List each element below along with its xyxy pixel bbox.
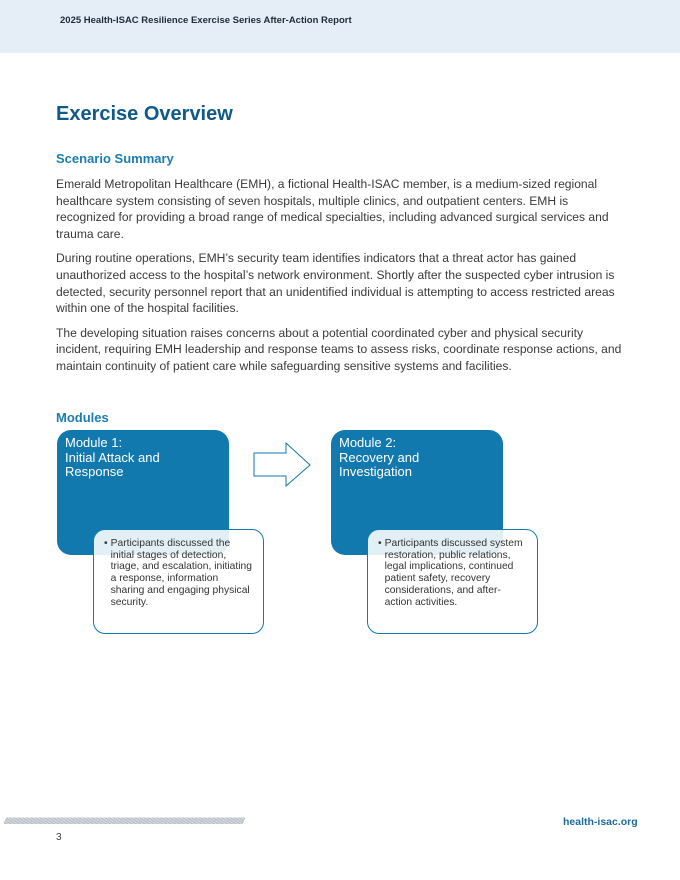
module-2-description: • Participants discussed system restoration, public relations, legal implications, continued patient safety, recovery considerations, and after-action activities. bbox=[367, 529, 538, 634]
footer-link[interactable]: health-isac.org bbox=[563, 816, 638, 828]
paragraph: Emerald Metropolitan Healthcare (EMH), a fictional Health-ISAC member, is a medium-sized regional healthcare system consisting of seven hospitals, multiple clinics, and outpatient centers. EMH is recognized for providing a broad range of medical specialties, including advanced surgical services and trauma care. bbox=[56, 177, 609, 241]
module-title: Recovery and Investigation bbox=[339, 449, 420, 479]
module-label: Module 2: bbox=[339, 435, 397, 450]
modules-heading: Modules bbox=[56, 410, 109, 425]
module-label: Module 1: bbox=[65, 435, 123, 450]
module-title: Initial Attack and Response bbox=[65, 449, 160, 479]
module-1-description: • Participants discussed the initial stages of detection, triage, and escalation, initiating a response, information sharing and engaging physical security. bbox=[93, 529, 264, 634]
paragraph: During routine operations, EMH’s security team identifies indicators that a threat actor has gained unauthorized access to the hospital’s network environment. Shortly after the suspected cyber intrusion is detected, security personnel report that an unidentified individual is attempting to access restricted areas within one of the hospital facilities. bbox=[56, 251, 615, 316]
page-title: Exercise Overview bbox=[56, 103, 233, 125]
scenario-heading: Scenario Summary bbox=[56, 151, 174, 166]
module-bullet: Participants discussed system restoration, public relations, legal implications, continued patient safety, recovery considerations, and after-action activities. bbox=[384, 538, 523, 608]
arrow-right-icon bbox=[253, 442, 313, 488]
footer-divider: //////////////////////////////////////////////////////////////////////////////////////////////////////////////////////////////////////////////////////////////////////////////////////// bbox=[4, 816, 244, 826]
report-title: 2025 Health-ISAC Resilience Exercise Series After-Action Report bbox=[60, 15, 352, 26]
scenario-body bbox=[56, 176, 622, 383]
module-bullet: Participants discussed the initial stages of detection, triage, and escalation, initiating a response, information sharing and engaging physical security. bbox=[110, 538, 252, 608]
page-number: 3 bbox=[56, 832, 62, 843]
paragraph: The developing situation raises concerns about a potential coordinated cyber and physical security incident, requiring EMH leadership and response teams to assess risks, coordinate response actions, and maintain continuity of patient care while safeguarding sensitive systems and facilities. bbox=[56, 325, 622, 373]
header-band bbox=[0, 0, 680, 53]
